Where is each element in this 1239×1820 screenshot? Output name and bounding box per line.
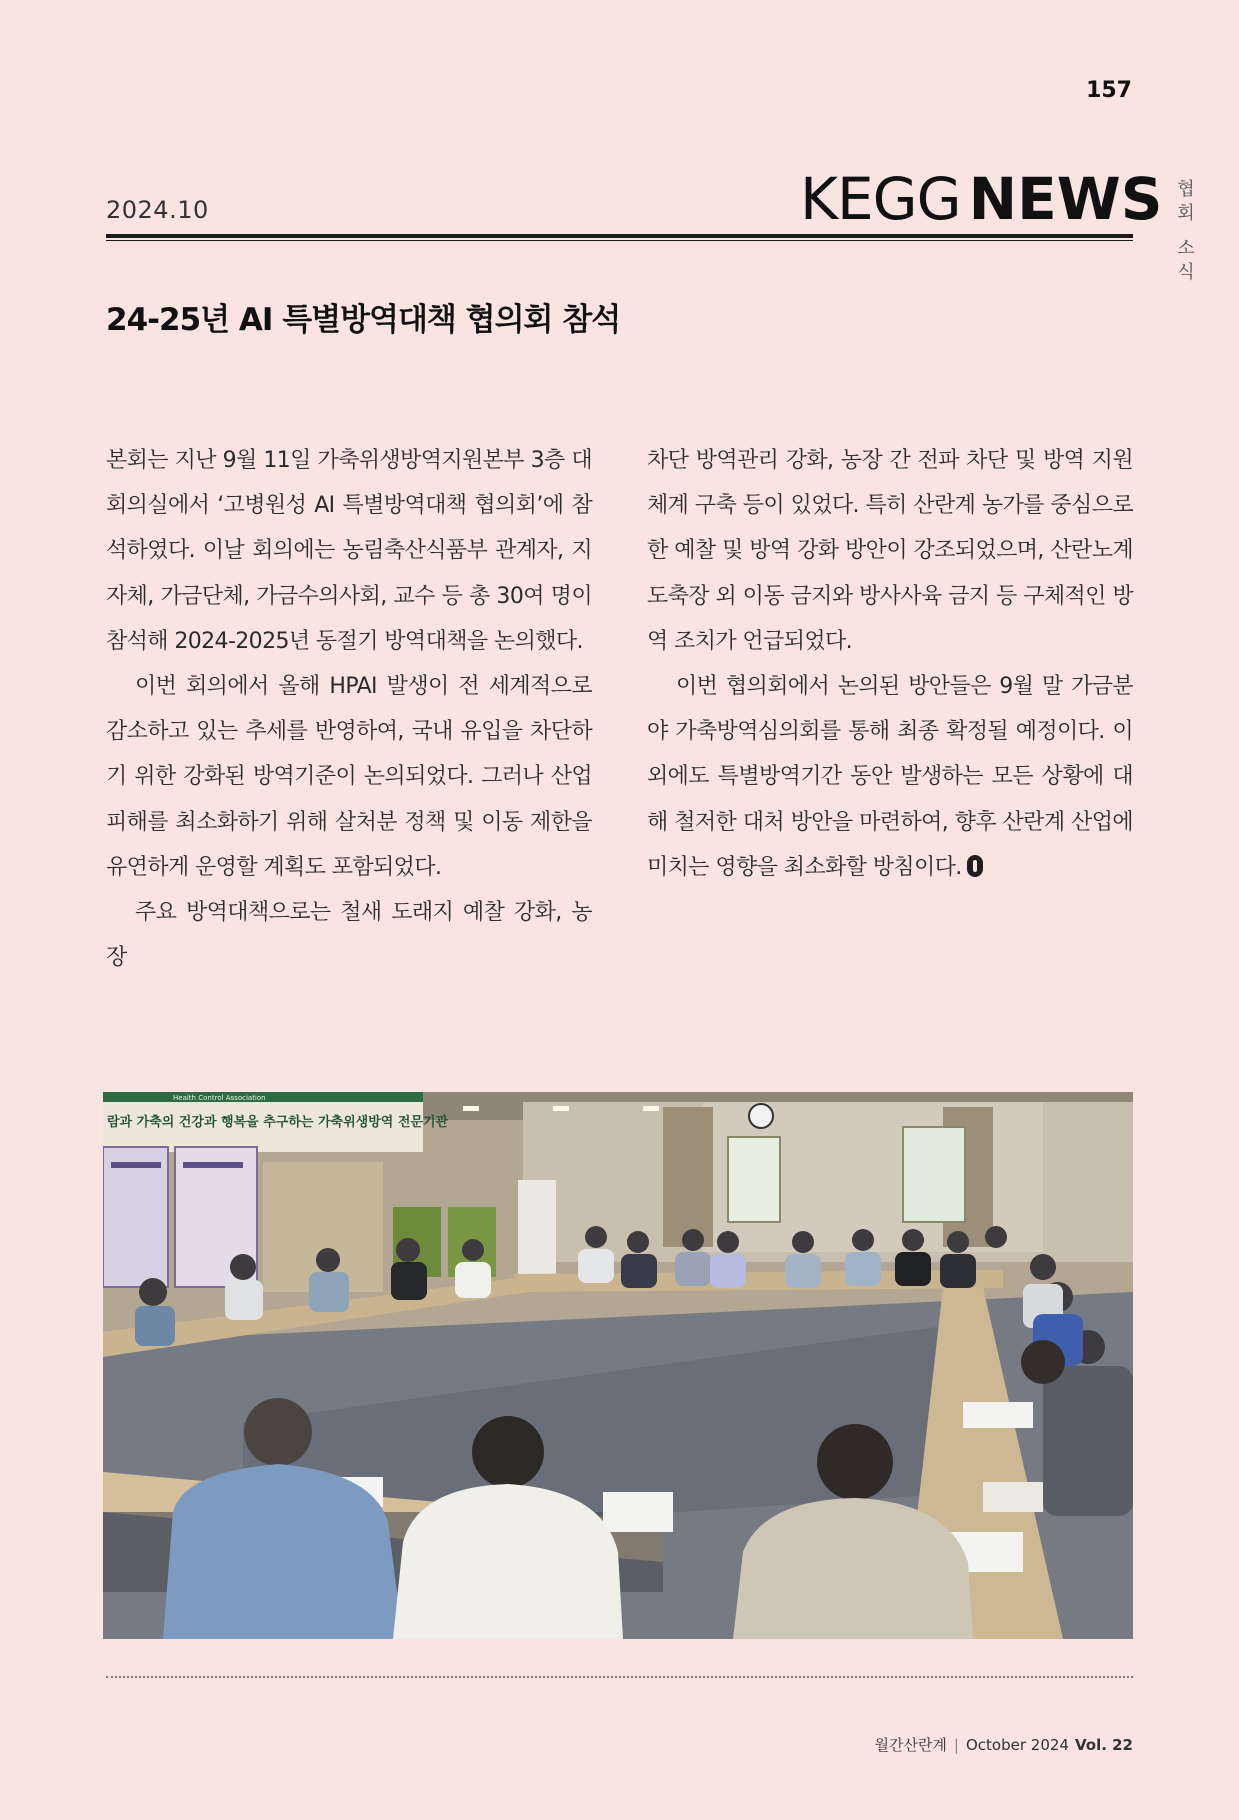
header-rule-thin: [106, 240, 1133, 241]
masthead-logo: [800, 165, 1163, 233]
paragraph: 차단 방역관리 강화, 농장 간 전파 차단 및 방역 지원체계 구축 등이 있었다. 특히 산란계 농가를 중심으로 한 예찰 및 방역 강화 방안이 강조되었으며, 산란노계 도축장 외 이동 금지와 방사사육 금지 등 구체적인 방역 조치가 언급되었다.: [647, 448, 1133, 654]
footer-issue: October 2024: [965, 1736, 1069, 1754]
section-tab: [1174, 178, 1198, 285]
masthead-news: NEWS: [968, 165, 1163, 233]
section-tab-char: 소: [1177, 238, 1195, 259]
section-tab-char: 협: [1177, 179, 1195, 200]
article-column-left: [106, 438, 592, 980]
banner-small-text: Health Control Association: [173, 1094, 266, 1102]
meeting-photo: [103, 1092, 1133, 1639]
article-column-right: [647, 438, 1133, 890]
footer-separator: |: [953, 1736, 959, 1754]
footer-volume: Vol. 22: [1074, 1736, 1133, 1754]
section-tab-char: 회: [1177, 203, 1195, 224]
paragraph-text: 이번 협의회에서 논의된 방안들은 9월 말 가금분야 가축방역심의회를 통해 최종 확정될 예정이다. 이 외에도 특별방역기간 동안 발생하는 모든 상황에 대해 철저한 대처 방안을 마련하여, 향후 산란계 산업에 미치는 영향을 최소화할 방침이다.: [647, 674, 1133, 880]
section-tab-char: 식: [1177, 262, 1195, 283]
issue-date: 2024.10: [106, 196, 209, 224]
footer: [800, 1734, 1133, 1755]
paragraph: 이번 회의에서 올해 HPAI 발생이 전 세계적으로 감소하고 있는 추세를 반영하여, 국내 유입을 차단하기 위한 강화된 방역기준이 논의되었다. 그러나 산업 피해를 최소화하기 위해 살처분 정책 및 이동 제한을 유연하게 운영할 계획도 포함되었다.: [106, 674, 592, 880]
article-title: 24-25년 AI 특별방역대책 협의회 참석: [106, 302, 621, 338]
paragraph-final: [647, 664, 1133, 890]
header-rule: [106, 234, 1133, 238]
masthead-kegg: KEGG: [800, 165, 961, 233]
paragraph: 본회는 지난 9월 11일 가축위생방역지원본부 3층 대회의실에서 ‘고병원성 AI 특별방역대책 협의회’에 참석하였다. 이날 회의에는 농림축산식품부 관계자, 지자체, 가금단체, 가금수의사회, 교수 등 총 30여 명이 참석해 2024-2025년 동절기 방역대책을 논의했다.: [106, 448, 592, 654]
footer-rule: [106, 1676, 1133, 1678]
section-tab-gap: [1174, 226, 1198, 237]
footer-magazine: 월간산란계: [874, 1736, 947, 1754]
banner-text: 람과 가축의 건강과 행복을 추구하는 가축위생방역 전문기관: [107, 1115, 449, 1130]
meeting-photo-illustration: [103, 1092, 1133, 1639]
paragraph: 주요 방역대책으로는 철새 도래지 예찰 강화, 농장: [106, 900, 592, 971]
end-mark-icon: [967, 855, 983, 877]
page-number: 157: [1086, 78, 1132, 103]
